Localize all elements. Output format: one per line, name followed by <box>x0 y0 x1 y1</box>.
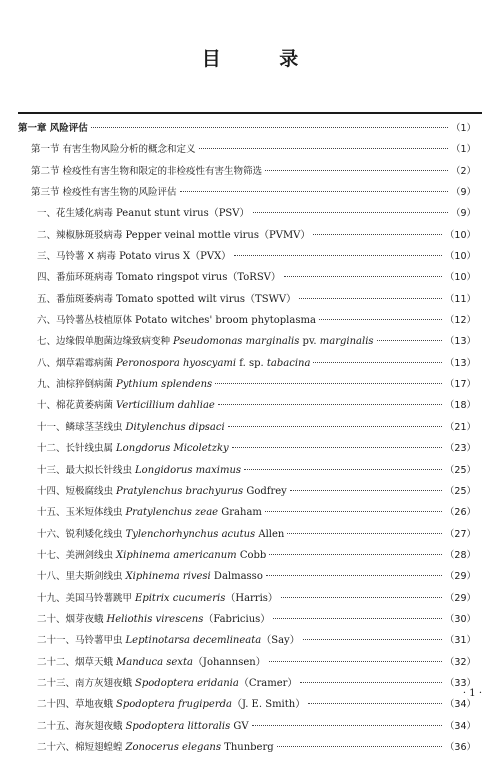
scientific-name: Pythium splendens <box>116 379 213 391</box>
dot-leader <box>284 276 442 277</box>
toc-item <box>37 694 476 715</box>
toc-entry-title <box>37 203 250 224</box>
toc-page-number: （10） <box>444 251 476 263</box>
toc-item <box>37 481 476 502</box>
dot-leader <box>199 148 448 149</box>
title-text: Potato witches' broom phytoplasma <box>135 315 316 327</box>
toc-item <box>37 438 476 459</box>
toc-entry-title <box>37 267 281 288</box>
title-text: 八、烟草霜霉病菌 <box>37 357 117 369</box>
toc-section <box>31 182 476 203</box>
toc-entry-title <box>18 118 88 139</box>
toc-entry-title <box>37 353 310 374</box>
toc-page-number: （9） <box>450 208 476 220</box>
toc-page-number: （13） <box>444 357 476 369</box>
toc-entry-title <box>37 694 305 715</box>
toc-item <box>37 417 476 438</box>
title-text: Cobb <box>236 549 267 561</box>
title-text: Dalmasso <box>210 571 263 583</box>
dot-leader <box>253 212 448 213</box>
dot-leader <box>281 597 442 598</box>
toc-page-number: （34） <box>444 720 476 732</box>
dot-leader <box>244 469 442 470</box>
scientific-name: Ditylenchus dipsaci <box>125 421 225 433</box>
dot-leader <box>300 682 441 683</box>
scientific-name: Pratylenchus zeae <box>125 507 219 519</box>
toc-item <box>37 652 476 673</box>
title-text: （Say） <box>261 635 300 647</box>
title-text: Pepper veinal mottle virus（PVMV） <box>125 229 311 241</box>
toc-section <box>31 139 476 160</box>
title-text: 二十一、马铃薯甲虫 <box>37 635 126 647</box>
title-text: 四、番茄环斑病毒 <box>37 272 117 284</box>
dot-leader <box>277 746 442 747</box>
dot-leader <box>303 639 442 640</box>
toc-item <box>37 737 476 758</box>
title-text: 十九、美国马铃薯跳甲 <box>37 592 136 604</box>
title-text: 十四、短极腐线虫 <box>37 485 117 497</box>
title-text: Allen <box>255 528 285 540</box>
dot-leader <box>287 533 442 534</box>
toc-entry-title <box>37 460 241 481</box>
title-text: 十三、最大拟长针线虫 <box>37 464 136 476</box>
toc-entry-title <box>37 246 231 267</box>
title-text: （J. E. Smith） <box>231 699 306 711</box>
toc-entry-title <box>37 566 263 587</box>
dot-leader <box>265 511 442 512</box>
title-text: Tomato ringspot virus（ToRSV） <box>116 272 281 284</box>
toc-page-number: （32） <box>444 656 476 668</box>
toc-item <box>37 524 476 545</box>
toc-item <box>37 310 476 331</box>
dot-leader <box>91 127 448 128</box>
dot-leader <box>215 383 442 384</box>
toc-entry-title <box>37 289 296 310</box>
toc-page-number: （23） <box>444 443 476 455</box>
toc-item <box>37 630 476 651</box>
dot-leader <box>377 340 442 341</box>
title-text: （Johannsen） <box>192 656 266 668</box>
toc-item <box>37 588 476 609</box>
title-text: 二十三、南方灰翅夜蛾 <box>37 677 136 689</box>
title-text: 十六、锐利矮化线虫 <box>37 528 126 540</box>
title-text: 一、花生矮化病毒 <box>37 208 117 220</box>
scientific-name: Longidorus maximus <box>135 464 242 476</box>
title-text: Godfrey <box>243 485 287 497</box>
title-text: Peanut stunt virus（PSV） <box>116 208 250 220</box>
title-text: 五、番茄斑萎病毒 <box>37 293 117 305</box>
toc-entry-title <box>31 161 262 182</box>
toc-page-number: （1） <box>450 123 476 134</box>
toc-item <box>37 289 476 310</box>
toc-chapter <box>18 118 476 139</box>
title-text: 第一节 有害生物风险分析的概念和定义 <box>31 144 196 156</box>
toc-page-number: （25） <box>444 464 476 476</box>
title-text: 十、棉花黄萎病菌 <box>37 400 117 412</box>
toc-entry-title <box>37 630 300 651</box>
title-text: （Cramer） <box>238 677 298 689</box>
dot-leader <box>266 575 442 576</box>
toc-entry-title <box>37 438 229 459</box>
scientific-name: Manduca sexta <box>116 656 193 668</box>
toc-item <box>37 203 476 224</box>
title-text: Tomato spotted wilt virus（TSWV） <box>116 293 297 305</box>
dot-leader <box>319 319 442 320</box>
toc-page-number: （18） <box>444 400 476 412</box>
toc-page-number: （10） <box>444 272 476 284</box>
toc-entry-title <box>37 652 266 673</box>
toc-entry-title <box>37 374 212 395</box>
toc-entry-title <box>31 139 196 160</box>
title-text: （Fabricius） <box>203 613 271 625</box>
title-text: Graham <box>218 507 262 519</box>
dot-leader <box>218 404 442 405</box>
scientific-name: Xiphinema rivesi <box>125 571 211 583</box>
toc-item <box>37 331 476 352</box>
scientific-name: Tylenchorhynchus acutus <box>125 528 256 540</box>
title-text: 三、马铃薯 X 病毒 <box>37 251 120 263</box>
toc-page-number: （31） <box>444 635 476 647</box>
title-text: 第三节 检疫性有害生物的风险评估 <box>31 187 177 199</box>
toc-page-number: （12） <box>444 315 476 327</box>
toc-item <box>37 545 476 566</box>
toc-entry-title <box>37 609 270 630</box>
toc-item <box>37 460 476 481</box>
dot-leader <box>299 298 442 299</box>
title-text: 第一章 风险评估 <box>18 123 88 134</box>
scientific-name: marginalis <box>319 336 374 348</box>
title-text: 二十六、棉短翅蝗蝗 <box>37 741 126 753</box>
title-text: 二十五、海灰翅夜蛾 <box>37 720 126 732</box>
toc-page-number: （2） <box>450 165 476 177</box>
page-number: · 1 · <box>462 688 482 699</box>
dot-leader <box>313 234 442 235</box>
title-text: f. sp. <box>236 357 267 369</box>
dot-leader <box>265 170 448 171</box>
scientific-name: Leptinotarsa decemlineata <box>125 635 262 647</box>
toc-entry-title <box>37 737 274 758</box>
title-text: 六、马铃薯丛枝植原体 <box>37 315 136 327</box>
toc-item <box>37 716 476 737</box>
toc-entry-title <box>37 545 266 566</box>
title-text: GV <box>230 720 249 732</box>
scientific-name: Spodoptera littoralis <box>125 720 231 732</box>
toc-item <box>37 566 476 587</box>
scientific-name: tabacina <box>266 357 311 369</box>
toc-page-number: （1） <box>450 144 476 156</box>
dot-leader <box>234 255 442 256</box>
dot-leader <box>308 703 442 704</box>
toc-page-number: （30） <box>444 613 476 625</box>
title-text: 十一、鳞球茎茎线虫 <box>37 421 126 433</box>
dot-leader <box>273 618 442 619</box>
toc-item <box>37 225 476 246</box>
toc-entry-title <box>37 716 249 737</box>
toc-item <box>37 395 476 416</box>
toc-page-number: （9） <box>450 187 476 199</box>
table-of-contents <box>0 118 500 758</box>
toc-page-number: （10） <box>444 229 476 241</box>
toc-page-number: （13） <box>444 336 476 348</box>
scientific-name: Heliothis virescens <box>106 613 204 625</box>
title-text: 十二、长针线虫属 <box>37 443 117 455</box>
toc-entry-title <box>31 182 177 203</box>
title-text: （Harris） <box>225 592 278 604</box>
toc-entry-title <box>37 588 278 609</box>
toc-item <box>37 502 476 523</box>
toc-entry-title <box>37 417 225 438</box>
title-text: 十八、里夫斯剑线虫 <box>37 571 126 583</box>
dot-leader <box>180 191 448 192</box>
toc-item <box>37 673 476 694</box>
toc-page-number: （28） <box>444 549 476 561</box>
title-text: pv. <box>299 336 320 348</box>
dot-leader <box>269 554 442 555</box>
title-text: 十五、玉米短体线虫 <box>37 507 126 519</box>
toc-page-number: （27） <box>444 528 476 540</box>
toc-item <box>37 246 476 267</box>
scientific-name: Pratylenchus brachyurus <box>116 485 244 497</box>
toc-page-number: （26） <box>444 507 476 519</box>
toc-entry-title <box>37 673 297 694</box>
scientific-name: Verticillium dahliae <box>116 400 215 412</box>
dot-leader <box>232 447 442 448</box>
toc-entry-title <box>37 331 374 352</box>
toc-page-number: （34） <box>444 699 476 711</box>
toc-page-number: （11） <box>444 293 476 305</box>
toc-page-number: （17） <box>444 379 476 391</box>
title-text: 七、边缘假单胞菌边缘致病变种 <box>37 336 174 348</box>
scientific-name: Peronospora hyoscyami <box>116 357 237 369</box>
toc-item <box>37 353 476 374</box>
dot-leader <box>252 725 442 726</box>
title-text: 二十二、烟草天蛾 <box>37 656 117 668</box>
dot-leader <box>290 490 442 491</box>
dot-leader <box>313 362 441 363</box>
toc-page-number: （29） <box>444 571 476 583</box>
toc-entry-title <box>37 310 316 331</box>
scientific-name: Zonocerus elegans <box>125 741 221 753</box>
toc-page-number: （36） <box>444 741 476 753</box>
title-text: 第二节 检疫性有害生物和限定的非检疫性有害生物筛选 <box>31 165 263 177</box>
toc-item <box>37 267 476 288</box>
toc-entry-title <box>37 524 284 545</box>
toc-page-number: （29） <box>444 592 476 604</box>
scientific-name: Spodoptera eridania <box>135 677 239 689</box>
title-text: 九、油棕猝倒病菌 <box>37 379 117 391</box>
title-text: 二十四、草地夜蛾 <box>37 699 117 711</box>
scientific-name: Longdorus Micoletzky <box>116 443 229 455</box>
toc-entry-title <box>37 481 287 502</box>
scientific-name: Pseudomonas marginalis <box>173 336 300 348</box>
page-title: 目 录 <box>201 48 325 70</box>
toc-item <box>37 374 476 395</box>
dot-leader <box>228 426 442 427</box>
title-text: Thunberg <box>220 741 274 753</box>
dot-leader <box>269 661 442 662</box>
toc-page-number: （21） <box>444 421 476 433</box>
toc-entry-title <box>37 395 215 416</box>
scientific-name: Xiphinema americanum <box>116 549 237 561</box>
scientific-name: Epitrix cucumeris <box>135 592 226 604</box>
toc-page-number: （33） <box>444 677 476 689</box>
title-text: 二十、烟芽夜蛾 <box>37 613 107 625</box>
title-text: Potato virus X（PVX） <box>119 251 232 263</box>
title-text: 二、辣椒脉斑驳病毒 <box>37 229 126 241</box>
toc-section <box>31 161 476 182</box>
title-rule <box>18 112 482 114</box>
toc-item <box>37 609 476 630</box>
scientific-name: Spodoptera frugiperda <box>116 699 232 711</box>
toc-entry-title <box>37 502 262 523</box>
toc-entry-title <box>37 225 310 246</box>
toc-page-number: （25） <box>444 485 476 497</box>
title-text: 十七、美洲剑线虫 <box>37 549 117 561</box>
